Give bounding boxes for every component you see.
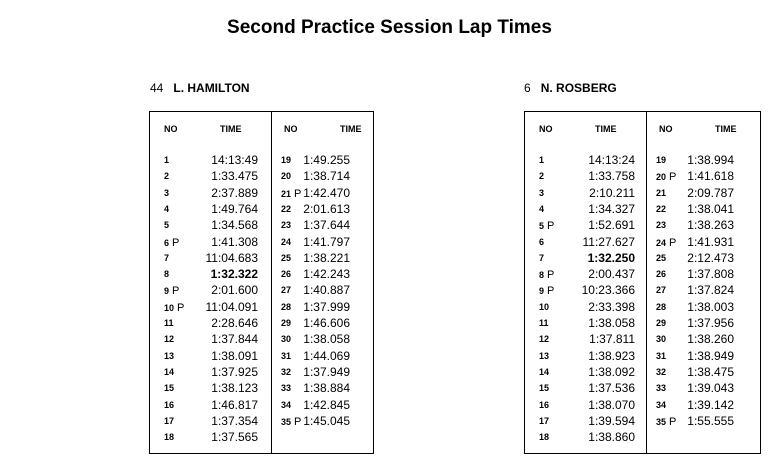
lap-number — [281, 237, 291, 247]
lap-number-value: 1 — [539, 155, 545, 165]
table-row — [525, 398, 760, 414]
lap-number-value: 6 — [164, 237, 170, 248]
lap-number — [164, 432, 174, 442]
lap-time: 1:40.887 — [303, 283, 350, 298]
lap-number-value: 14 — [539, 366, 550, 377]
lap-time: 1:37.925 — [211, 364, 258, 379]
lap-number-value: 2 — [539, 171, 545, 182]
lap-time: 2:10.211 — [589, 185, 635, 200]
table-row — [525, 316, 760, 332]
lap-time: 1:38.003 — [687, 299, 734, 314]
lap-number — [281, 171, 291, 181]
pit-indicator: P — [547, 285, 555, 298]
pit-indicator: P — [172, 236, 180, 249]
lap-number — [281, 318, 291, 328]
lap-number-value: 26 — [656, 269, 667, 280]
lap-time: 1:38.714 — [303, 169, 350, 184]
lap-number — [281, 188, 301, 200]
table-row — [150, 251, 373, 267]
table-row — [525, 283, 760, 299]
lap-number-value: 11 — [164, 318, 174, 328]
pit-indicator: P — [547, 269, 555, 282]
lap-number-value: 11 — [539, 318, 549, 328]
lap-time: 1:42.845 — [303, 397, 350, 412]
table-row — [525, 414, 760, 430]
table-row — [525, 365, 760, 381]
pit-indicator: P — [669, 236, 677, 249]
table-row — [150, 381, 373, 397]
lap-time: 1:37.949 — [303, 364, 350, 379]
lap-number — [281, 367, 291, 377]
lap-time: 1:42.243 — [303, 267, 350, 282]
lap-number — [656, 237, 676, 249]
lap-number-value: 30 — [656, 334, 667, 345]
lap-number — [656, 400, 666, 410]
lap-number — [656, 155, 666, 165]
lap-time: 1:52.691 — [588, 218, 635, 233]
lap-time: 1:38.091 — [211, 348, 258, 363]
lap-time: 1:41.931 — [687, 234, 734, 249]
lap-number — [281, 220, 291, 230]
table-row — [150, 153, 373, 169]
header-time: TIME — [340, 124, 362, 134]
driver-number: 6 — [524, 81, 531, 95]
table-row — [525, 235, 760, 251]
lap-number — [656, 302, 666, 312]
lap-time: 1:38.058 — [588, 316, 635, 330]
lap-number-value: 30 — [281, 334, 292, 345]
lap-time: 1:39.142 — [687, 397, 734, 412]
lap-number-value: 17 — [164, 415, 175, 426]
lap-time: 1:37.808 — [687, 267, 734, 282]
lap-number-value: 29 — [281, 318, 292, 328]
lap-number — [281, 334, 291, 344]
lap-number-value: 8 — [164, 269, 170, 280]
lap-number-value: 10 — [539, 301, 550, 312]
lap-number-value: 21 — [281, 188, 292, 199]
lap-number-value: 24 — [281, 236, 292, 247]
pit-indicator: P — [294, 415, 302, 428]
lap-number-value: 27 — [656, 285, 667, 296]
lap-number-value: 13 — [539, 350, 550, 361]
lap-number-value: 4 — [164, 203, 170, 214]
lap-time: 1:38.041 — [687, 201, 734, 216]
lap-time: 1:41.797 — [303, 234, 350, 249]
lap-number — [656, 367, 666, 377]
lap-time: 2:00.437 — [588, 267, 635, 282]
table-row — [150, 300, 373, 316]
lap-time: 1:38.260 — [687, 332, 734, 347]
lap-number-value: 34 — [281, 399, 292, 410]
lap-number-value: 34 — [656, 399, 667, 410]
lap-time: 1:38.994 — [687, 153, 734, 167]
lap-number-value: 29 — [656, 318, 667, 328]
driver-name: L. HAMILTON — [173, 81, 250, 95]
lap-time: 1:42.470 — [303, 185, 350, 200]
lap-time: 1:38.221 — [303, 250, 350, 265]
lap-number — [281, 269, 291, 279]
lap-time: 1:38.123 — [211, 381, 258, 396]
lap-time: 2:33.398 — [588, 299, 635, 314]
lap-number-value: 17 — [539, 415, 550, 426]
best-lap-time: 1:32.322 — [210, 267, 258, 282]
lap-times-table-hamilton — [149, 111, 374, 454]
lap-number-value: 5 — [539, 221, 545, 232]
lap-time: 2:28.646 — [211, 316, 258, 330]
lap-time: 1:33.475 — [211, 169, 258, 184]
lap-number-value: 15 — [539, 383, 550, 394]
table-row — [525, 349, 760, 365]
lap-number — [281, 351, 291, 361]
lap-number — [656, 220, 666, 230]
lap-number-value: 27 — [281, 285, 292, 296]
lap-number-value: 4 — [539, 203, 545, 214]
lap-number-value: 26 — [281, 269, 292, 280]
lap-number-value: 32 — [656, 366, 667, 377]
lap-time: 1:38.475 — [687, 364, 734, 379]
lap-time: 1:37.999 — [303, 299, 350, 314]
lap-time: 11:27.627 — [582, 234, 635, 249]
lap-number-value: 21 — [656, 187, 667, 198]
lap-time: 11:04.683 — [205, 250, 258, 265]
lap-number-value: 6 — [539, 236, 545, 247]
table-row — [525, 430, 760, 446]
lap-time: 11:04.091 — [205, 299, 258, 314]
lap-number-value: 28 — [656, 301, 667, 312]
driver-heading-rosberg — [524, 81, 617, 95]
table-row — [150, 283, 373, 299]
lap-time: 1:34.568 — [211, 218, 258, 233]
lap-number-value: 7 — [539, 252, 545, 263]
lap-times-table-rosberg — [524, 111, 761, 454]
pit-indicator: P — [669, 415, 677, 428]
lap-number-value: 9 — [539, 286, 545, 297]
lap-number-value: 7 — [164, 252, 170, 263]
table-row — [525, 332, 760, 348]
driver-number: 44 — [150, 81, 164, 95]
lap-time: 2:09.787 — [687, 185, 734, 200]
lap-time: 1:37.811 — [589, 332, 635, 347]
lap-number-value: 5 — [164, 220, 170, 231]
table-row — [150, 169, 373, 185]
lap-number-value: 31 — [656, 350, 667, 361]
lap-number — [656, 188, 666, 198]
lap-number — [539, 432, 549, 442]
lap-time: 1:55.555 — [687, 413, 734, 428]
lap-number-value: 24 — [656, 237, 667, 248]
lap-number-value: 23 — [281, 220, 292, 231]
lap-number — [656, 285, 666, 295]
table-row — [150, 414, 373, 430]
table-row — [525, 169, 760, 185]
lap-number-value: 9 — [164, 286, 170, 297]
lap-number — [281, 155, 291, 165]
lap-time: 1:38.092 — [588, 364, 635, 379]
lap-time: 14:13:24 — [588, 153, 635, 167]
lap-number — [281, 253, 291, 263]
table-row — [525, 202, 760, 218]
lap-time: 1:44.069 — [303, 348, 350, 363]
table-row — [150, 218, 373, 234]
header-no: NO — [164, 124, 178, 134]
header-no: NO — [539, 124, 553, 134]
table-row — [150, 267, 373, 283]
table-row — [525, 300, 760, 316]
lap-number-value: 25 — [656, 252, 667, 263]
driver-heading-hamilton — [150, 81, 250, 95]
lap-time: 1:37.536 — [588, 381, 635, 396]
lap-time: 1:38.058 — [303, 332, 350, 347]
lap-number-value: 3 — [164, 187, 170, 198]
lap-number-value: 16 — [539, 399, 550, 410]
pit-indicator: P — [294, 187, 302, 200]
lap-number-value: 19 — [281, 155, 292, 165]
lap-number-value: 18 — [539, 432, 550, 443]
table-row — [150, 398, 373, 414]
lap-number — [281, 383, 291, 393]
lap-time: 2:37.889 — [211, 185, 258, 200]
table-row — [150, 235, 373, 251]
lap-time: 1:34.327 — [588, 201, 635, 216]
lap-number — [656, 269, 666, 279]
lap-number — [656, 318, 666, 328]
lap-number — [281, 204, 291, 214]
lap-time: 2:01.600 — [211, 283, 258, 298]
lap-number-value: 14 — [164, 366, 175, 377]
lap-number-value: 13 — [164, 350, 175, 361]
header-time: TIME — [595, 124, 617, 134]
table-row — [525, 153, 760, 169]
table-row — [150, 332, 373, 348]
table-row — [525, 218, 760, 234]
lap-number — [656, 204, 666, 214]
lap-number — [281, 416, 301, 428]
lap-number — [656, 383, 666, 393]
lap-time: 1:46.817 — [211, 397, 258, 412]
header-time: TIME — [220, 124, 242, 134]
lap-number-value: 10 — [164, 302, 175, 313]
table-row — [150, 202, 373, 218]
table-row — [150, 349, 373, 365]
lap-time: 1:45.045 — [303, 413, 350, 428]
pit-indicator: P — [669, 171, 677, 184]
lap-number-value: 25 — [281, 252, 292, 263]
lap-number — [281, 302, 291, 312]
lap-time: 10:23.366 — [581, 283, 635, 298]
lap-time: 1:49.764 — [211, 201, 258, 216]
lap-number-value: 35 — [656, 416, 667, 427]
lap-number-value: 18 — [164, 432, 175, 443]
lap-number-value: 28 — [281, 301, 292, 312]
lap-number-value: 35 — [281, 416, 292, 427]
pit-indicator: P — [172, 285, 180, 298]
lap-time: 1:37.844 — [211, 332, 258, 347]
header-no: NO — [284, 124, 298, 134]
lap-number-value: 16 — [164, 399, 175, 410]
lap-number-value: 31 — [281, 350, 292, 361]
lap-time: 2:01.613 — [303, 201, 350, 216]
lap-time: 1:38.263 — [687, 218, 734, 233]
table-row — [525, 267, 760, 283]
table-row — [150, 365, 373, 381]
page-title: Second Practice Session Lap Times — [227, 17, 552, 38]
lap-time: 1:38.949 — [687, 348, 734, 363]
driver-name: N. ROSBERG — [540, 81, 617, 95]
lap-time: 1:41.308 — [211, 234, 258, 249]
lap-number — [656, 334, 666, 344]
lap-number — [281, 400, 291, 410]
lap-number-value: 23 — [656, 220, 667, 231]
lap-number-value: 1 — [164, 155, 170, 165]
lap-number — [656, 171, 676, 183]
lap-time: 1:49.255 — [303, 153, 350, 167]
lap-time: 1:38.070 — [588, 397, 635, 412]
lap-time: 1:37.354 — [211, 413, 258, 428]
lap-number-value: 22 — [281, 203, 292, 214]
lap-time: 1:39.043 — [687, 381, 734, 396]
pit-indicator: P — [177, 301, 185, 314]
lap-number-value: 33 — [656, 383, 667, 394]
lap-time: 1:37.565 — [211, 430, 258, 445]
lap-number-value: 8 — [539, 270, 545, 281]
lap-time: 1:38.923 — [588, 348, 635, 363]
lap-number-value: 19 — [656, 155, 667, 165]
table-row — [525, 251, 760, 267]
lap-time: 1:33.758 — [588, 169, 635, 184]
table-row — [525, 381, 760, 397]
lap-time: 14:13:49 — [211, 153, 258, 167]
lap-time: 1:37.956 — [687, 316, 734, 330]
lap-number-value: 12 — [539, 334, 550, 345]
lap-time: 1:37.644 — [303, 218, 350, 233]
header-no: NO — [659, 124, 673, 134]
table-row — [150, 430, 373, 446]
lap-time: 1:38.860 — [588, 430, 635, 445]
lap-time: 1:46.606 — [303, 316, 350, 330]
lap-number — [656, 416, 676, 428]
lap-number-value: 3 — [539, 187, 545, 198]
lap-number-value: 15 — [164, 383, 175, 394]
lap-number — [656, 253, 666, 263]
lap-number-value: 33 — [281, 383, 292, 394]
lap-time: 1:38.884 — [303, 381, 350, 396]
lap-number-value: 22 — [656, 203, 667, 214]
table-row — [525, 186, 760, 202]
lap-number-value: 12 — [164, 334, 175, 345]
table-row — [150, 316, 373, 332]
header-time: TIME — [715, 124, 737, 134]
best-lap-time: 1:32.250 — [587, 250, 635, 265]
lap-number — [656, 351, 666, 361]
table-row — [150, 186, 373, 202]
pit-indicator: P — [547, 220, 555, 233]
lap-number — [281, 285, 291, 295]
lap-time: 1:39.594 — [588, 413, 635, 428]
lap-time: 1:37.824 — [687, 283, 734, 298]
lap-number-value: 32 — [281, 366, 292, 377]
lap-time: 2:12.473 — [687, 250, 734, 265]
lap-time: 1:41.618 — [687, 169, 734, 184]
lap-number-value: 20 — [656, 172, 667, 183]
lap-number-value: 2 — [164, 171, 170, 182]
lap-number-value: 20 — [281, 171, 292, 182]
